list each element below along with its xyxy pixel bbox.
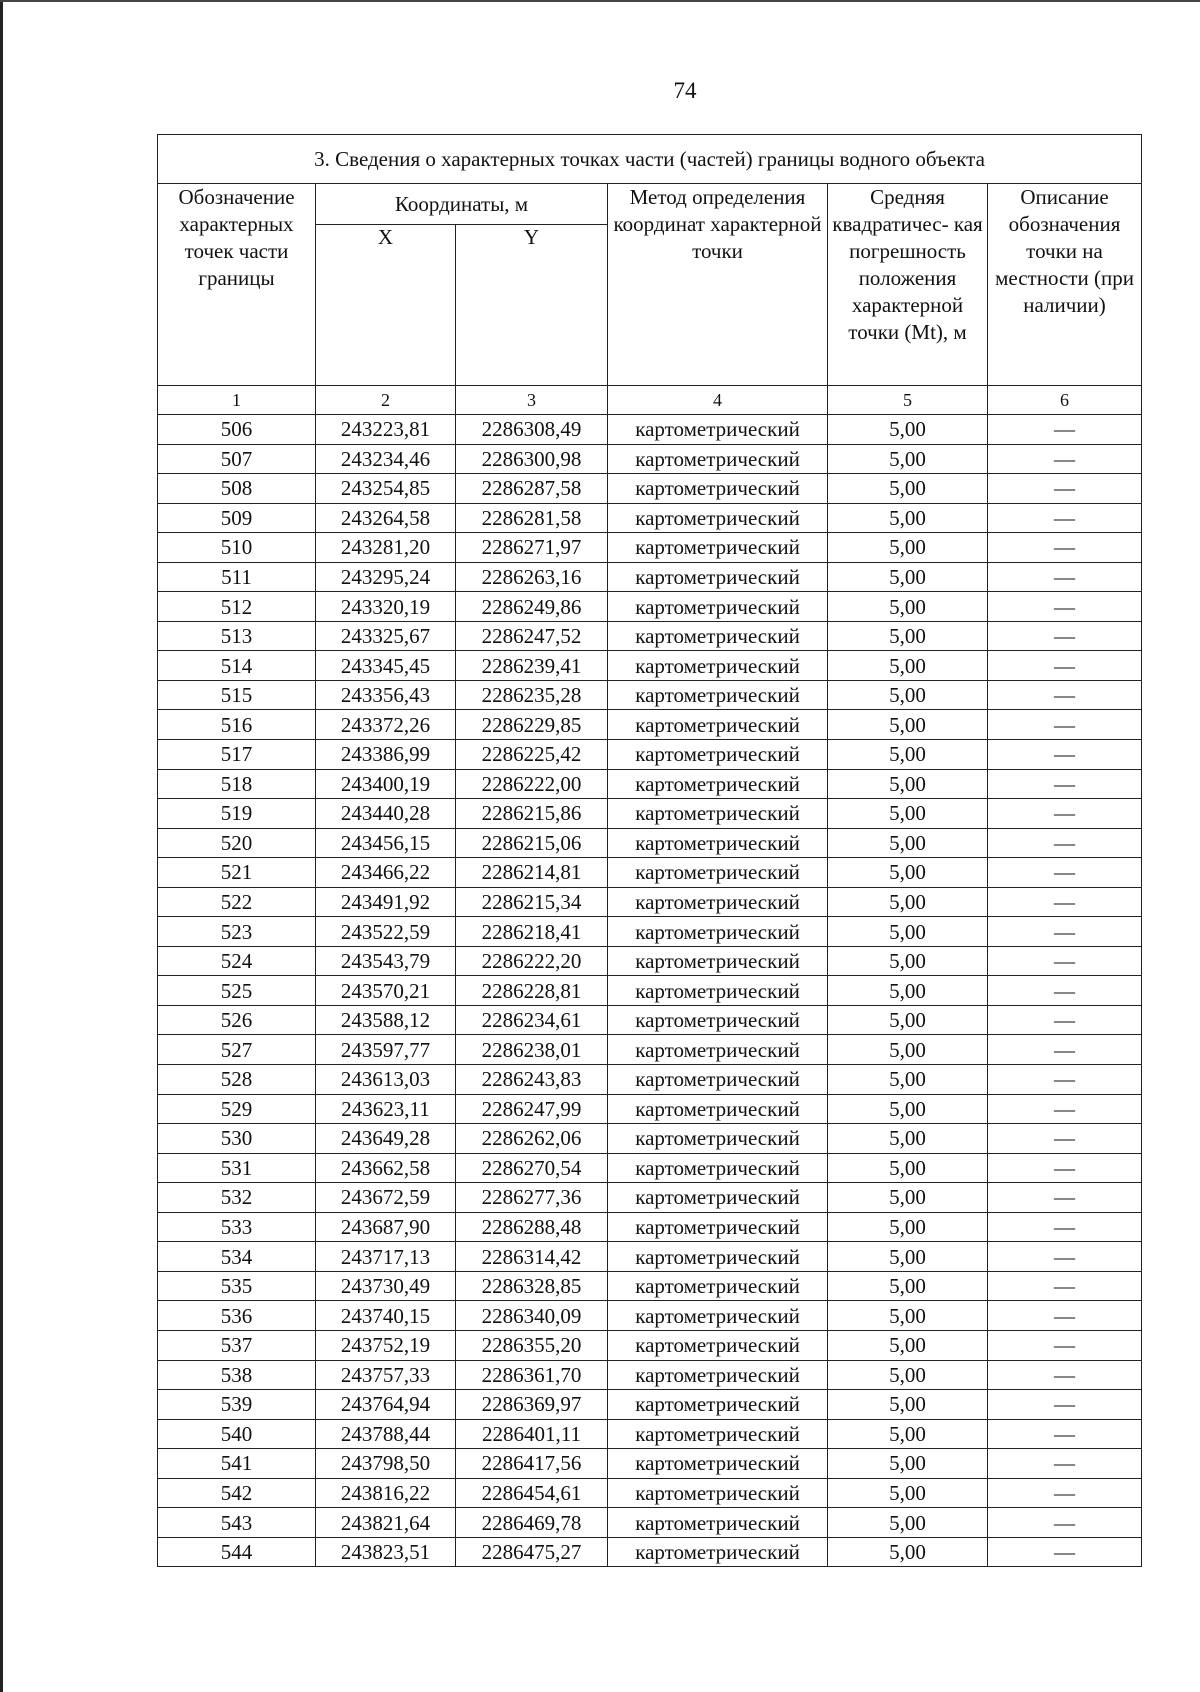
table-row [158, 710, 1142, 740]
description-cell: — [988, 1537, 1142, 1567]
error-cell: 5,00 [828, 1360, 988, 1390]
error-cell: 5,00 [828, 651, 988, 681]
description-cell: — [988, 1449, 1142, 1479]
description-cell: — [988, 503, 1142, 533]
method-cell: картометрический [608, 887, 828, 917]
method-cell: картометрический [608, 769, 828, 799]
error-cell: 5,00 [828, 1094, 988, 1124]
point-id-cell: 542 [158, 1478, 316, 1508]
table-row [158, 1153, 1142, 1183]
y-coordinate-cell: 2286249,86 [456, 592, 608, 622]
method-cell: картометрический [608, 1035, 828, 1065]
y-coordinate-cell: 2286340,09 [456, 1301, 608, 1331]
column-number: 4 [608, 386, 828, 415]
method-cell: картометрический [608, 621, 828, 651]
description-cell: — [988, 769, 1142, 799]
y-coordinate-cell: 2286222,20 [456, 946, 608, 976]
description-cell: — [988, 858, 1142, 888]
method-cell: картометрический [608, 828, 828, 858]
y-coordinate-cell: 2286214,81 [456, 858, 608, 888]
method-cell: картометрический [608, 1537, 828, 1567]
error-cell: 5,00 [828, 444, 988, 474]
description-cell: — [988, 1360, 1142, 1390]
point-id-cell: 517 [158, 740, 316, 770]
error-cell: 5,00 [828, 1537, 988, 1567]
description-cell: — [988, 1242, 1142, 1272]
point-id-cell: 513 [158, 621, 316, 651]
y-coordinate-cell: 2286239,41 [456, 651, 608, 681]
description-cell: — [988, 1035, 1142, 1065]
error-cell: 5,00 [828, 415, 988, 445]
table-row [158, 474, 1142, 504]
y-coordinate-cell: 2286287,58 [456, 474, 608, 504]
y-coordinate-cell: 2286271,97 [456, 533, 608, 563]
x-coordinate-cell: 243730,49 [316, 1271, 456, 1301]
x-coordinate-cell: 243345,45 [316, 651, 456, 681]
x-coordinate-cell: 243662,58 [316, 1153, 456, 1183]
description-cell: — [988, 1183, 1142, 1213]
description-cell: — [988, 887, 1142, 917]
description-cell: — [988, 1212, 1142, 1242]
description-cell: — [988, 799, 1142, 829]
error-cell: 5,00 [828, 858, 988, 888]
x-coordinate-cell: 243223,81 [316, 415, 456, 445]
point-id-cell: 538 [158, 1360, 316, 1390]
table-row [158, 1449, 1142, 1479]
description-cell: — [988, 1390, 1142, 1420]
method-cell: картометрический [608, 533, 828, 563]
column-number: 1 [158, 386, 316, 415]
table-row [158, 1124, 1142, 1154]
point-id-cell: 523 [158, 917, 316, 947]
x-coordinate-cell: 243325,67 [316, 621, 456, 651]
point-id-cell: 527 [158, 1035, 316, 1065]
method-cell: картометрический [608, 503, 828, 533]
point-id-cell: 532 [158, 1183, 316, 1213]
method-cell: картометрический [608, 740, 828, 770]
table-title: 3. Сведения о характерных точках части (частей) границы водного объекта [158, 135, 1142, 184]
method-cell: картометрический [608, 1390, 828, 1420]
y-coordinate-cell: 2286417,56 [456, 1449, 608, 1479]
table-row [158, 1005, 1142, 1035]
table-row [158, 1419, 1142, 1449]
description-cell: — [988, 444, 1142, 474]
table-row [158, 533, 1142, 563]
description-cell: — [988, 651, 1142, 681]
y-coordinate-cell: 2286222,00 [456, 769, 608, 799]
method-cell: картометрический [608, 651, 828, 681]
x-coordinate-cell: 243821,64 [316, 1508, 456, 1538]
description-cell: — [988, 710, 1142, 740]
y-coordinate-cell: 2286454,61 [456, 1478, 608, 1508]
method-cell: картометрический [608, 444, 828, 474]
x-coordinate-cell: 243798,50 [316, 1449, 456, 1479]
method-cell: картометрический [608, 976, 828, 1006]
boundary-points-table [157, 134, 1142, 1567]
y-coordinate-cell: 2286270,54 [456, 1153, 608, 1183]
point-id-cell: 508 [158, 474, 316, 504]
table-row [158, 680, 1142, 710]
y-coordinate-cell: 2286263,16 [456, 562, 608, 592]
point-id-cell: 529 [158, 1094, 316, 1124]
error-cell: 5,00 [828, 740, 988, 770]
x-coordinate-cell: 243466,22 [316, 858, 456, 888]
point-id-cell: 531 [158, 1153, 316, 1183]
error-cell: 5,00 [828, 1005, 988, 1035]
table-row [158, 1537, 1142, 1567]
x-coordinate-cell: 243588,12 [316, 1005, 456, 1035]
x-coordinate-cell: 243264,58 [316, 503, 456, 533]
y-coordinate-cell: 2286277,36 [456, 1183, 608, 1213]
point-id-cell: 510 [158, 533, 316, 563]
x-coordinate-cell: 243400,19 [316, 769, 456, 799]
x-coordinate-cell: 243281,20 [316, 533, 456, 563]
method-cell: картометрический [608, 1330, 828, 1360]
method-cell: картометрический [608, 1124, 828, 1154]
description-cell: — [988, 828, 1142, 858]
description-cell: — [988, 1094, 1142, 1124]
error-cell: 5,00 [828, 828, 988, 858]
x-coordinate-cell: 243597,77 [316, 1035, 456, 1065]
point-id-cell: 515 [158, 680, 316, 710]
description-cell: — [988, 1301, 1142, 1331]
x-coordinate-cell: 243672,59 [316, 1183, 456, 1213]
method-cell: картометрический [608, 917, 828, 947]
error-cell: 5,00 [828, 1212, 988, 1242]
table-row [158, 1360, 1142, 1390]
error-cell: 5,00 [828, 533, 988, 563]
table-row [158, 1212, 1142, 1242]
x-coordinate-cell: 243522,59 [316, 917, 456, 947]
description-cell: — [988, 533, 1142, 563]
x-coordinate-cell: 243740,15 [316, 1301, 456, 1331]
error-cell: 5,00 [828, 1508, 988, 1538]
y-coordinate-cell: 2286262,06 [456, 1124, 608, 1154]
y-coordinate-cell: 2286247,52 [456, 621, 608, 651]
table-row [158, 1094, 1142, 1124]
method-cell: картометрический [608, 415, 828, 445]
point-id-cell: 536 [158, 1301, 316, 1331]
error-cell: 5,00 [828, 1124, 988, 1154]
method-cell: картометрический [608, 1419, 828, 1449]
error-cell: 5,00 [828, 1330, 988, 1360]
method-cell: картометрический [608, 1301, 828, 1331]
method-cell: картометрический [608, 858, 828, 888]
x-coordinate-cell: 243764,94 [316, 1390, 456, 1420]
table-row [158, 946, 1142, 976]
method-cell: картометрический [608, 1153, 828, 1183]
x-coordinate-cell: 243570,21 [316, 976, 456, 1006]
x-coordinate-cell: 243757,33 [316, 1360, 456, 1390]
method-cell: картометрический [608, 946, 828, 976]
table-row [158, 1065, 1142, 1095]
method-cell: картометрический [608, 1449, 828, 1479]
description-cell: — [988, 621, 1142, 651]
point-id-cell: 507 [158, 444, 316, 474]
table-row [158, 1271, 1142, 1301]
scan-edge-top [0, 0, 1200, 2]
description-cell: — [988, 740, 1142, 770]
y-coordinate-cell: 2286369,97 [456, 1390, 608, 1420]
method-cell: картометрический [608, 710, 828, 740]
method-cell: картометрический [608, 1508, 828, 1538]
table-row [158, 1330, 1142, 1360]
method-cell: картометрический [608, 562, 828, 592]
y-coordinate-cell: 2286401,11 [456, 1419, 608, 1449]
error-cell: 5,00 [828, 562, 988, 592]
x-coordinate-cell: 243613,03 [316, 1065, 456, 1095]
x-coordinate-cell: 243254,85 [316, 474, 456, 504]
description-cell: — [988, 1478, 1142, 1508]
error-cell: 5,00 [828, 621, 988, 651]
x-coordinate-cell: 243295,24 [316, 562, 456, 592]
point-id-cell: 511 [158, 562, 316, 592]
point-id-cell: 540 [158, 1419, 316, 1449]
method-cell: картометрический [608, 799, 828, 829]
error-cell: 5,00 [828, 592, 988, 622]
header-designation: Обозначение характерных точек части границы [158, 184, 316, 386]
point-id-cell: 537 [158, 1330, 316, 1360]
table-body [158, 415, 1142, 1567]
y-coordinate-cell: 2286215,34 [456, 887, 608, 917]
error-cell: 5,00 [828, 503, 988, 533]
point-id-cell: 522 [158, 887, 316, 917]
point-id-cell: 541 [158, 1449, 316, 1479]
point-id-cell: 524 [158, 946, 316, 976]
x-coordinate-cell: 243717,13 [316, 1242, 456, 1272]
error-cell: 5,00 [828, 769, 988, 799]
error-cell: 5,00 [828, 917, 988, 947]
table-row [158, 828, 1142, 858]
error-cell: 5,00 [828, 1242, 988, 1272]
table-row [158, 1508, 1142, 1538]
method-cell: картометрический [608, 1094, 828, 1124]
error-cell: 5,00 [828, 1419, 988, 1449]
description-cell: — [988, 917, 1142, 947]
table-row [158, 1390, 1142, 1420]
y-coordinate-cell: 2286475,27 [456, 1537, 608, 1567]
y-coordinate-cell: 2286215,86 [456, 799, 608, 829]
table-row [158, 415, 1142, 445]
error-cell: 5,00 [828, 1035, 988, 1065]
point-id-cell: 544 [158, 1537, 316, 1567]
table-row [158, 503, 1142, 533]
error-cell: 5,00 [828, 710, 988, 740]
y-coordinate-cell: 2286235,28 [456, 680, 608, 710]
point-id-cell: 535 [158, 1271, 316, 1301]
x-coordinate-cell: 243386,99 [316, 740, 456, 770]
error-cell: 5,00 [828, 1478, 988, 1508]
point-id-cell: 514 [158, 651, 316, 681]
description-cell: — [988, 592, 1142, 622]
x-coordinate-cell: 243823,51 [316, 1537, 456, 1567]
y-coordinate-cell: 2286218,41 [456, 917, 608, 947]
point-id-cell: 543 [158, 1508, 316, 1538]
y-coordinate-cell: 2286228,81 [456, 976, 608, 1006]
point-id-cell: 525 [158, 976, 316, 1006]
x-coordinate-cell: 243456,15 [316, 828, 456, 858]
header-x: X [316, 225, 456, 386]
y-coordinate-cell: 2286469,78 [456, 1508, 608, 1538]
point-id-cell: 539 [158, 1390, 316, 1420]
table-row [158, 562, 1142, 592]
description-cell: — [988, 1153, 1142, 1183]
column-number: 5 [828, 386, 988, 415]
header-method: Метод определения координат характерной точки [608, 184, 828, 386]
error-cell: 5,00 [828, 1271, 988, 1301]
point-id-cell: 519 [158, 799, 316, 829]
point-id-cell: 526 [158, 1005, 316, 1035]
point-id-cell: 518 [158, 769, 316, 799]
table-row [158, 592, 1142, 622]
description-cell: — [988, 1065, 1142, 1095]
error-cell: 5,00 [828, 946, 988, 976]
error-cell: 5,00 [828, 1065, 988, 1095]
y-coordinate-cell: 2286281,58 [456, 503, 608, 533]
table-row [158, 1242, 1142, 1272]
error-cell: 5,00 [828, 1301, 988, 1331]
point-id-cell: 506 [158, 415, 316, 445]
x-coordinate-cell: 243491,92 [316, 887, 456, 917]
x-coordinate-cell: 243752,19 [316, 1330, 456, 1360]
y-coordinate-cell: 2286300,98 [456, 444, 608, 474]
table-row [158, 621, 1142, 651]
method-cell: картометрический [608, 592, 828, 622]
error-cell: 5,00 [828, 976, 988, 1006]
error-cell: 5,00 [828, 680, 988, 710]
error-cell: 5,00 [828, 1390, 988, 1420]
y-coordinate-cell: 2286355,20 [456, 1330, 608, 1360]
table-row [158, 1301, 1142, 1331]
y-coordinate-cell: 2286308,49 [456, 415, 608, 445]
method-cell: картометрический [608, 1065, 828, 1095]
header-coordinates: Координаты, м [316, 184, 608, 225]
description-cell: — [988, 1005, 1142, 1035]
column-number: 3 [456, 386, 608, 415]
x-coordinate-cell: 243788,44 [316, 1419, 456, 1449]
x-coordinate-cell: 243356,43 [316, 680, 456, 710]
table-row [158, 917, 1142, 947]
y-coordinate-cell: 2286215,06 [456, 828, 608, 858]
method-cell: картометрический [608, 1360, 828, 1390]
y-coordinate-cell: 2286225,42 [456, 740, 608, 770]
y-coordinate-cell: 2286247,99 [456, 1094, 608, 1124]
table-row [158, 887, 1142, 917]
point-id-cell: 516 [158, 710, 316, 740]
description-cell: — [988, 1271, 1142, 1301]
y-coordinate-cell: 2286328,85 [456, 1271, 608, 1301]
method-cell: картометрический [608, 474, 828, 504]
header-error: Средняя квадратичес- кая погрешность положения характерной точки (Mt), м [828, 184, 988, 386]
point-id-cell: 534 [158, 1242, 316, 1272]
table-row [158, 444, 1142, 474]
table-row [158, 1478, 1142, 1508]
x-coordinate-cell: 243649,28 [316, 1124, 456, 1154]
column-number: 6 [988, 386, 1142, 415]
method-cell: картометрический [608, 1242, 828, 1272]
error-cell: 5,00 [828, 1153, 988, 1183]
error-cell: 5,00 [828, 887, 988, 917]
point-id-cell: 512 [158, 592, 316, 622]
table-row [158, 799, 1142, 829]
y-coordinate-cell: 2286234,61 [456, 1005, 608, 1035]
description-cell: — [988, 1508, 1142, 1538]
header-y: Y [456, 225, 608, 386]
x-coordinate-cell: 243372,26 [316, 710, 456, 740]
x-coordinate-cell: 243623,11 [316, 1094, 456, 1124]
x-coordinate-cell: 243687,90 [316, 1212, 456, 1242]
table-row [158, 858, 1142, 888]
x-coordinate-cell: 243816,22 [316, 1478, 456, 1508]
method-cell: картометрический [608, 680, 828, 710]
table-row [158, 651, 1142, 681]
table-row [158, 740, 1142, 770]
y-coordinate-cell: 2286229,85 [456, 710, 608, 740]
point-id-cell: 528 [158, 1065, 316, 1095]
table-row [158, 976, 1142, 1006]
description-cell: — [988, 1330, 1142, 1360]
point-id-cell: 530 [158, 1124, 316, 1154]
table-row [158, 1183, 1142, 1213]
method-cell: картометрический [608, 1212, 828, 1242]
description-cell: — [988, 976, 1142, 1006]
x-coordinate-cell: 243440,28 [316, 799, 456, 829]
table-row [158, 1035, 1142, 1065]
error-cell: 5,00 [828, 474, 988, 504]
y-coordinate-cell: 2286238,01 [456, 1035, 608, 1065]
x-coordinate-cell: 243234,46 [316, 444, 456, 474]
column-number: 2 [316, 386, 456, 415]
point-id-cell: 521 [158, 858, 316, 888]
page-number: 74 [673, 78, 697, 103]
y-coordinate-cell: 2286243,83 [456, 1065, 608, 1095]
description-cell: — [988, 562, 1142, 592]
scan-edge-left [0, 0, 3, 1692]
x-coordinate-cell: 243320,19 [316, 592, 456, 622]
table-row [158, 769, 1142, 799]
error-cell: 5,00 [828, 799, 988, 829]
y-coordinate-cell: 2286314,42 [456, 1242, 608, 1272]
description-cell: — [988, 1419, 1142, 1449]
point-id-cell: 520 [158, 828, 316, 858]
error-cell: 5,00 [828, 1449, 988, 1479]
description-cell: — [988, 415, 1142, 445]
description-cell: — [988, 946, 1142, 976]
y-coordinate-cell: 2286288,48 [456, 1212, 608, 1242]
description-cell: — [988, 680, 1142, 710]
error-cell: 5,00 [828, 1183, 988, 1213]
description-cell: — [988, 474, 1142, 504]
method-cell: картометрический [608, 1005, 828, 1035]
method-cell: картометрический [608, 1478, 828, 1508]
description-cell: — [988, 1124, 1142, 1154]
point-id-cell: 509 [158, 503, 316, 533]
method-cell: картометрический [608, 1271, 828, 1301]
header-description: Описание обозначения точки на местности (при наличии) [988, 184, 1142, 386]
y-coordinate-cell: 2286361,70 [456, 1360, 608, 1390]
x-coordinate-cell: 243543,79 [316, 946, 456, 976]
point-id-cell: 533 [158, 1212, 316, 1242]
method-cell: картометрический [608, 1183, 828, 1213]
